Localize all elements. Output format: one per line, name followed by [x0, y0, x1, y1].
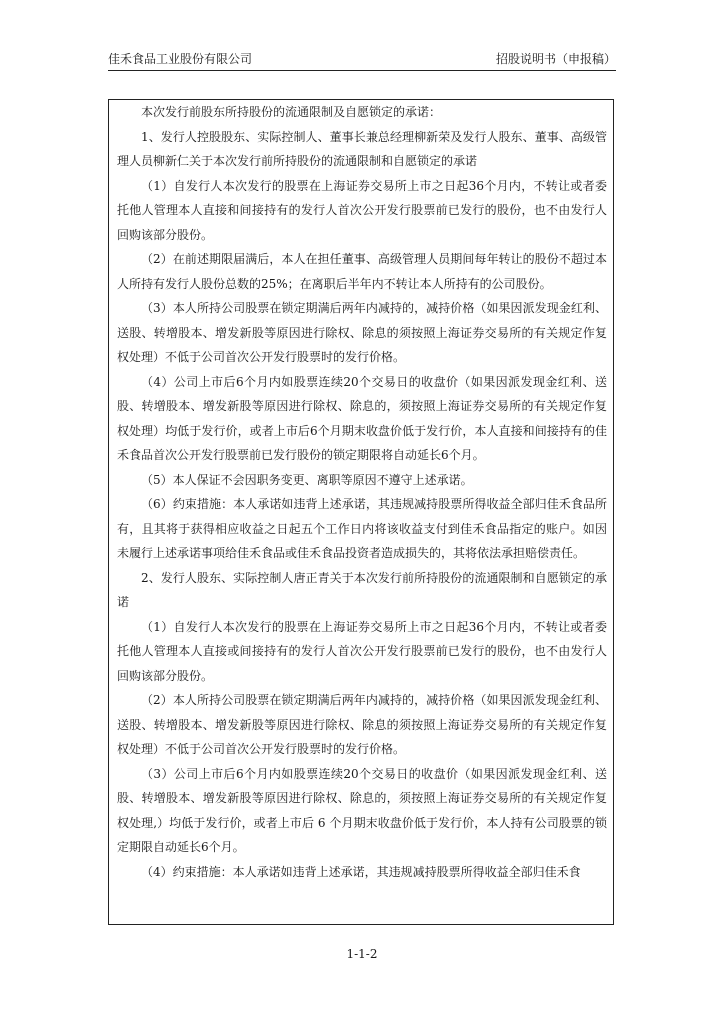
commitment-heading-1: 1、发行人控股股东、实际控制人、董事长兼总经理柳新荣及发行人股东、董事、高级管理人员柳新仁关于本次发行前所持股份的流通限制和自愿锁定的承诺 [117, 129, 607, 168]
paragraph: （2）在前述期限届满后，本人在担任董事、高级管理人员期间每年转让的股份不超过本人所持有发行人股份总数的25%；在离职后半年内不转让本人所持有的公司股份。 [117, 252, 607, 291]
paragraph: （3）公司上市后6个月内如股票连续20个交易日的收盘价（如果因派发现金红利、送股、转增股本、增发新股等原因进行除权、除息的，须按照上海证券交易所的有关规定作复权处理,）均低于发行价，或者上市后 6 个月期末收盘价低于发行价，本人持有公司股票的锁定期限自动延长6个月。 [117, 766, 607, 854]
paragraph: （4）公司上市后6个月内如股票连续20个交易日的收盘价（如果因派发现金红利、送股、转增股本、增发新股等原因进行除权、除息的，须按照上海证券交易所的有关规定作复权处理）均低于发行价，或者上市后6个月期末收盘价低于发行价，本人直接和间接持有的佳禾食品首次公开发行股票前已发行股份的锁定期限将自动延长6个月。 [117, 374, 607, 462]
commitment-heading-2: 2、发行人股东、实际控制人唐正青关于本次发行前所持股份的流通限制和自愿锁定的承诺 [117, 570, 607, 609]
header-divider [108, 70, 616, 71]
page-header [108, 49, 616, 69]
paragraph: （1）自发行人本次发行的股票在上海证券交易所上市之日起36个月内，不转让或者委托他人管理本人直接或间接持有的发行人首次公开发行股票前已发行的股份，也不由发行人回购该部分股份。 [117, 619, 607, 683]
section-intro: 本次发行前股东所持股份的流通限制及自愿锁定的承诺： [141, 105, 442, 119]
page-number: 1-1-2 [346, 947, 378, 961]
commitment-text [117, 100, 607, 884]
paragraph: （2）本人所持公司股票在锁定期满后两年内减持的，减持价格（如果因派发现金红利、送股、转增股本、增发新股等原因进行除权、除息的须按照上海证券交易所的有关规定作复权处理）不低于公司首次公开发行股票时的发行价格。 [117, 693, 607, 756]
paragraph: （5）本人保证不会因职务变更、离职等原因不遵守上述承诺。 [141, 472, 473, 487]
paragraph: （1）自发行人本次发行的股票在上海证券交易所上市之日起36个月内，不转让或者委托他人管理本人直接和间接持有的发行人首次公开发行股票前已发行的股份，也不由发行人回购该部分股份。 [117, 178, 607, 242]
commitment-table-cell [108, 99, 614, 925]
company-name: 佳禾食品工业股份有限公司 [108, 52, 253, 66]
paragraph: （3）本人所持公司股票在锁定期满后两年内减持的，减持价格（如果因派发现金红利、送股、转增股本、增发新股等原因进行除权、除息的须按照上海证券交易所的有关规定作复权处理）不低于公司首次公开发行股票时的发行价格。 [117, 301, 607, 364]
paragraph: （6）约束措施：本人承诺如违背上述承诺，其违规减持股票所得收益全部归佳禾食品所有，且其将于获得相应收益之日起五个工作日内将该收益支付到佳禾食品指定的账户。如因未履行上述承诺事项给佳禾食品或佳禾食品投资者造成损失的，其将依法承担赔偿责任。 [117, 497, 607, 560]
document-title: 招股说明书（申报稿） [495, 52, 616, 66]
paragraph: （4）约束措施：本人承诺如违背上述承诺，其违规减持股票所得收益全部归佳禾食 [141, 864, 581, 879]
